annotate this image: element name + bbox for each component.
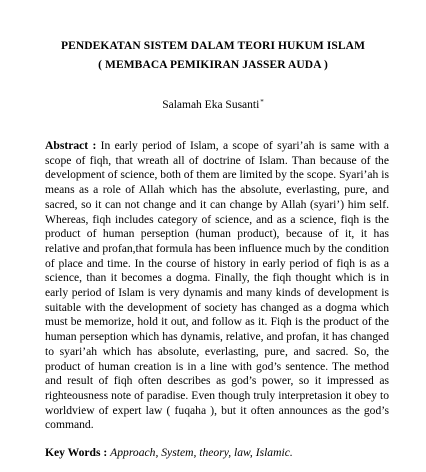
author-name: Salamah Eka Susanti bbox=[162, 99, 260, 111]
abstract-paragraph bbox=[45, 139, 389, 433]
paper-title-line-2: ( MEMBACA PEMIKIRAN JASSER AUDA ) bbox=[98, 59, 328, 71]
keywords-line bbox=[45, 446, 389, 461]
paper-title-line-1: PENDEKATAN SISTEM DALAM TEORI HUKUM ISLAM bbox=[60, 40, 366, 52]
author-footnote-mark: * bbox=[260, 98, 264, 106]
abstract-text: In early period of Islam, a scope of syari’ah is same with a scope of fiqh, that wreath all of doctrine of Islam. Than because of the development of science, both of them are limited by the scope. Syari’ah is means as a role of Allah which has the absolute, everlasting, pure, and sacred, so it can not change and it can change by Allah (syari’) him self. Whereas, fiqh includes category of science, and as a science, fiqh is the product of human perseption (human product), because of it, it has relative and profan,that formula has been influence much by the condition of place and time. In the course of history in early period of fiqh is as a science, than it becomes a dogma. Finally, the fiqh thought which is in early period of Islam is very dynamis and many kinds of development is suitable with the development of society has changed as a dogma which must be memorize, hold it out, and follow as it. Fiqh is the product of the human perseption which has dynamis, relative, and profan, it has changed to syari’ah which has absolute, everlasting, pure, and sacred. So, the product of human creation is in a line with god’s sentence. The method and result of fiqh often describes as god’s power, so it impressed as righteousness note of paradise. Even though truly interpretasion it obey to worldview of expert law ( fuqaha ), but it often announces as the god’s command. bbox=[45, 139, 389, 432]
abstract-label: Abstract : bbox=[45, 139, 97, 152]
keywords-text: Approach, System, theory, law, Islamic. bbox=[110, 446, 293, 459]
keywords-label: Key Words : bbox=[45, 446, 108, 459]
author-line bbox=[0, 98, 426, 111]
